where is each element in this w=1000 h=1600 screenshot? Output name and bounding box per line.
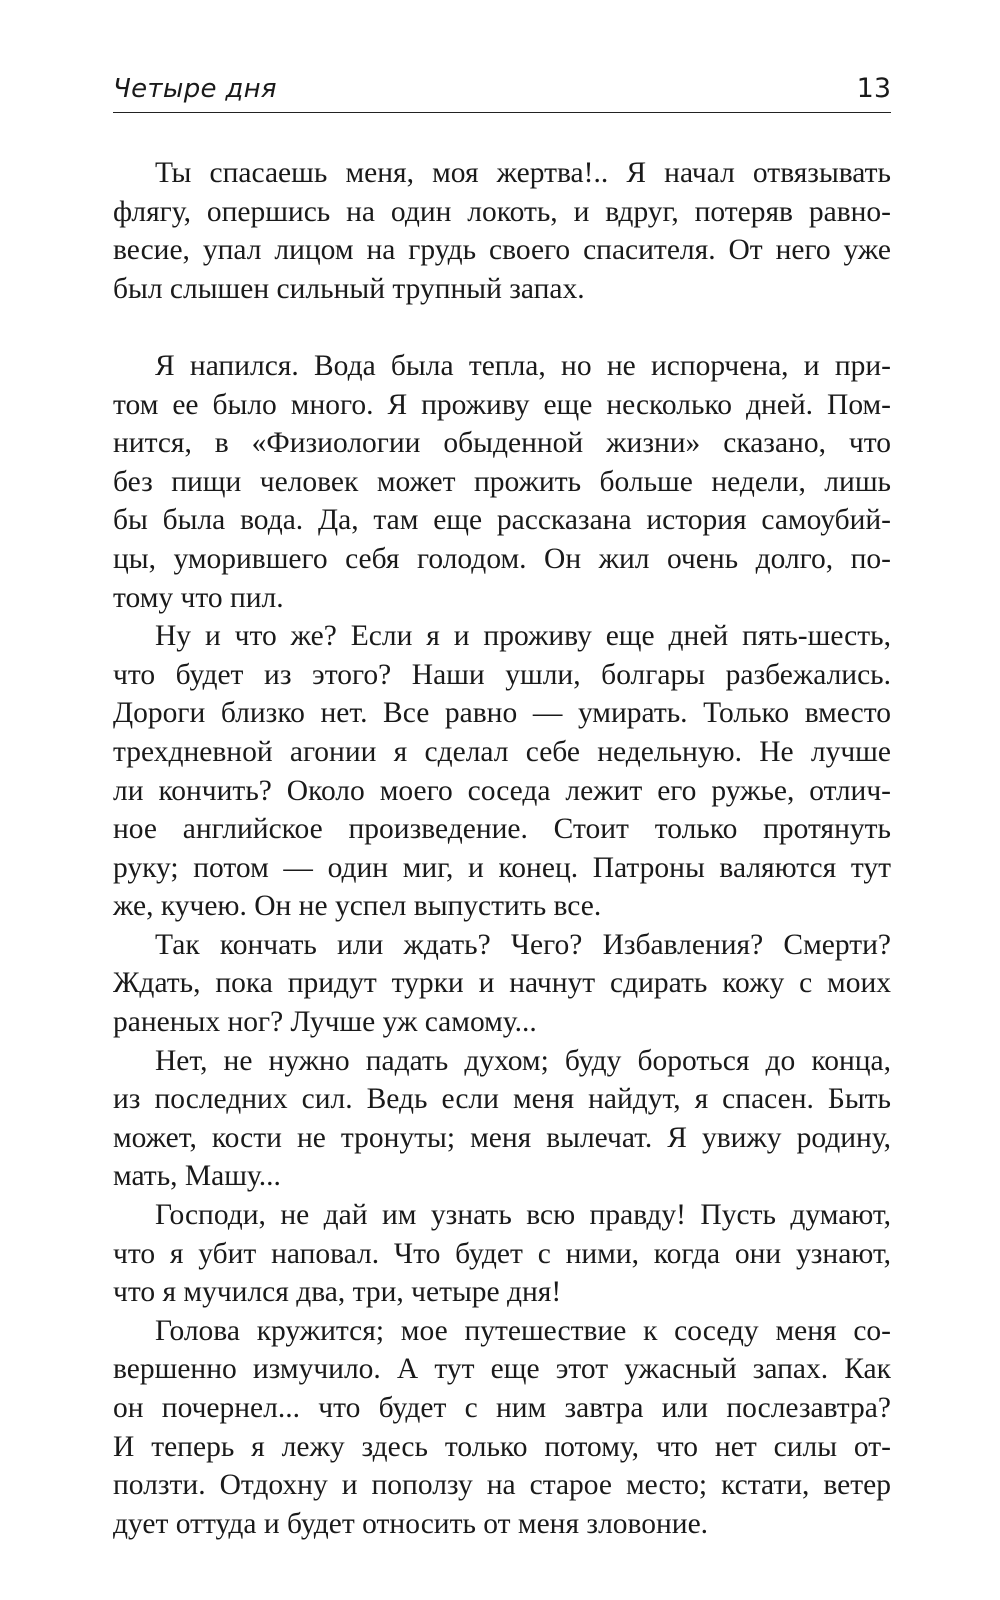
text-line: он почернел... что будет с ним завтра или послезавтра? bbox=[113, 1392, 891, 1424]
page-number: 13 bbox=[856, 73, 891, 104]
text-line: цы, уморившего себя голодом. Он жил очень долго, по- bbox=[113, 542, 891, 575]
text-line: дует оттуда и будет относить от меня зловоние. bbox=[113, 1507, 709, 1540]
text-line: тому что пил. bbox=[113, 581, 284, 614]
text-line: ли кончить? Около моего соседа лежит его ружье, отлич- bbox=[113, 774, 891, 807]
text-line: флягу, опершись на один локоть, и вдруг, потеряв равно- bbox=[113, 195, 891, 228]
text-line: из последних сил. Ведь если меня найдут, я спасен. Быть bbox=[113, 1083, 891, 1116]
text-line: мать, Машу... bbox=[113, 1160, 281, 1193]
section-gap bbox=[113, 308, 891, 347]
text-line: руку; потом — один миг, и конец. Патроны валяются тут bbox=[113, 851, 891, 884]
text-line: нится, в «Физиологии обыденной жизни» сказано, что bbox=[113, 427, 891, 460]
paragraph bbox=[113, 1312, 891, 1544]
running-head bbox=[113, 72, 891, 113]
text-line: же, кучею. Он не успел выпустить все. bbox=[113, 890, 602, 923]
paragraph bbox=[113, 1196, 891, 1312]
text-line: ползти. Отдохну и поползу на старое место; кстати, ветер bbox=[113, 1469, 891, 1502]
paragraph bbox=[113, 617, 891, 926]
paragraph bbox=[113, 926, 891, 1042]
text-line: И теперь я лежу здесь только потому, что нет силы от- bbox=[113, 1430, 891, 1463]
text-line: том ее было много. Я проживу еще несколько дней. Пом- bbox=[113, 388, 891, 421]
text-line: вершенно измучило. А тут еще этот ужасный запах. Как bbox=[113, 1353, 891, 1386]
text-line: Ну и что же? Если я и проживу еще дней пять-шесть, bbox=[155, 620, 891, 653]
text-line: Я напился. Вода была тепла, но не испорчена, и при- bbox=[155, 349, 891, 382]
text-line: Ты спасаешь меня, моя жертва!.. Я начал отвязывать bbox=[155, 157, 891, 189]
text-line: Господи, не дай им узнать всю правду! Пусть думают, bbox=[155, 1199, 891, 1232]
text-line: что будет из этого? Наши ушли, болгары разбежались. bbox=[113, 658, 891, 691]
text-line: может, кости не тронуты; меня вылечат. Я увижу родину, bbox=[113, 1121, 891, 1154]
body-text bbox=[113, 154, 891, 1543]
text-line: раненых ног? Лучше уж самому... bbox=[113, 1006, 537, 1039]
text-line: Ждать, пока придут турки и начнут сдирать кожу с моих bbox=[113, 967, 891, 1000]
text-line: что я убит наповал. Что будет с ними, когда они узнают, bbox=[113, 1237, 891, 1270]
text-line: был слышен сильный трупный запах. bbox=[113, 272, 585, 305]
text-line: ное английское произведение. Стоит только протянуть bbox=[113, 813, 891, 846]
chapter-title: Четыре дня bbox=[113, 74, 277, 104]
text-line: Дороги близко нет. Все равно — умирать. Только вместо bbox=[113, 697, 891, 730]
paragraph bbox=[113, 154, 891, 308]
text-line: Голова кружится; мое путешествие к соседу меня со- bbox=[155, 1314, 891, 1347]
text-line: что я мучился два, три, четыре дня! bbox=[113, 1276, 562, 1309]
text-line: Нет, не нужно падать духом; буду бороться до конца, bbox=[155, 1044, 891, 1077]
text-line: весие, упал лицом на грудь своего спасителя. От него уже bbox=[113, 234, 891, 267]
paragraph bbox=[113, 1042, 891, 1196]
paragraph bbox=[113, 347, 891, 617]
text-line: без пищи человек может прожить больше недели, лишь bbox=[113, 465, 891, 498]
text-line: бы была вода. Да, там еще рассказана история самоубий- bbox=[113, 504, 891, 537]
text-line: трехдневной агонии я сделал себе недельную. Не лучше bbox=[113, 735, 891, 768]
text-line: Так кончать или ждать? Чего? Избавления? Смерти? bbox=[155, 928, 891, 961]
